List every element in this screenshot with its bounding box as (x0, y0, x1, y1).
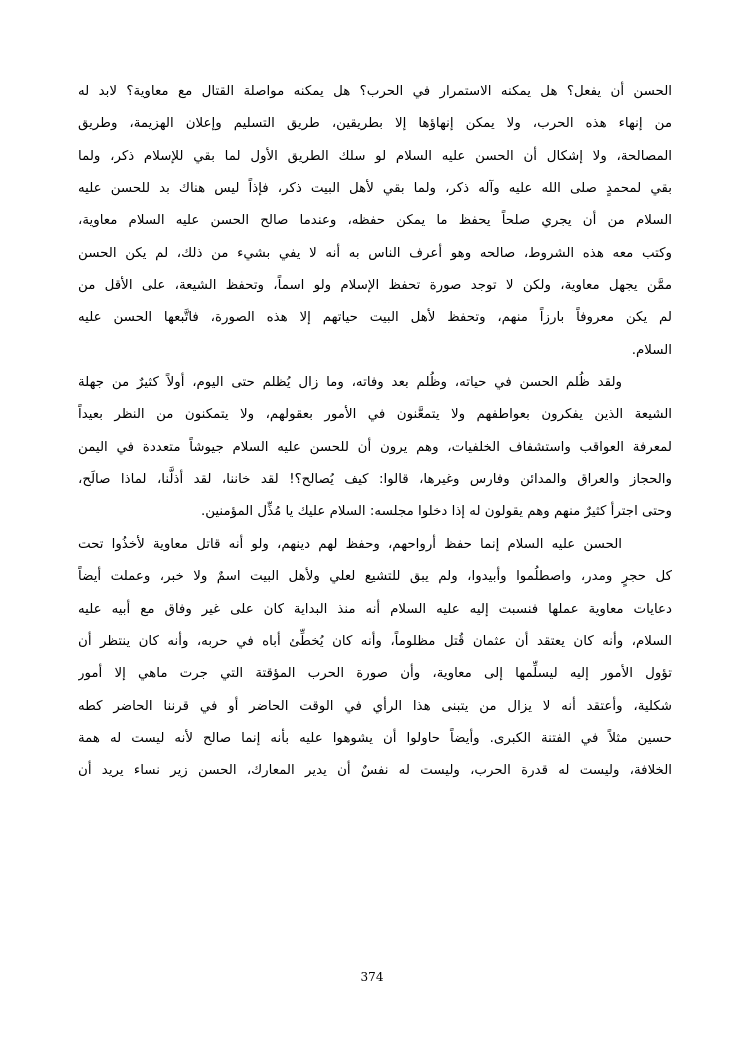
text-line: تؤول الأمور إليه ليسلِّمها إلى معاوية، وأن صورة الحرب المؤقتة التي جرت ماهي إلا أمور (78, 666, 672, 682)
text-line: الشيعة الذين يفكرون بعواطفهم ولا يتمعَّنون في الأمور بعقولهم، ولا يتمكنون من النظر بعيداً (78, 407, 672, 423)
text-line: والحجاز والعراق والمدائن وفارس وغيرها، قالوا: كيف يُصالح؟! لقد خاننا، لقد أذلَّنا، لماذا صالَح، (78, 472, 672, 488)
text-line: الحسن أن يفعل؟ هل يمكنه الاستمرار في الحرب؟ هل يمكنه مواصلة القتال مع معاوية؟ لابد له (78, 84, 672, 99)
text-line: كل حجرٍ ومدر، واصطلُموا وأبيدوا، ولم يبق للتشيع لعلي ولأهل البيت اسمٌ ولا خبر، وعملت أيضاً (78, 569, 672, 585)
text-line: من إنهاء هذه الحرب، ولا يمكن إنهاؤها إلا بطريقين، طريق التسليم وإعلان الهزيمة، وطريق (78, 116, 672, 132)
body-text (78, 76, 672, 788)
text-line: لم يكن معروفاً بارزاً منهم، وتحفظ لأهل البيت حياتهم إلا هذه الصورة، فاتَّبعها الحسن عليه (78, 310, 672, 326)
text-line: لمعرفة العواقب واستشفاف الخلفيات، وهم يرون أن للحسن عليه السلام جيوشاً متعددة في اليمن (78, 439, 672, 455)
text-line: شكلية، وأعتقد أنه لا يزال من يتبنى هذا الرأي في الوقت الحاضر أو في قرننا الحاضر كطه (78, 698, 672, 714)
text-line: السلام. (631, 342, 672, 358)
text-line: السلام، وأنه كان يعتقد أن عثمان قُتل مظلوماً، وأنه كان يُخطِّئ أباه في حربه، وأنه كان ينتظر أن (78, 633, 672, 649)
text-line: ممَّن يجهل معاوية، ولكن لا توجد صورة تحفظ الإسلام ولو اسماً، وتحفظ الشيعة، على الأقل من (78, 278, 672, 294)
text-line: المصالحة، ولا إشكال أن الحسن عليه السلام لو سلك الطريق الأول لما بقي للإسلام ذكر، ولما (78, 148, 672, 164)
paragraph (78, 367, 672, 529)
page-number: 374 (360, 970, 384, 984)
text-line: الحسن عليه السلام إنما حفظ أرواحهم، وحفظ لهم دينهم، ولو أنه قاتل معاوية لأخذُوا تحت (78, 536, 622, 552)
text-line: بقي لمحمدٍ صلى الله عليه وآله ذكر، ولما بقي لأهل البيت ذكر، فإذاً ليس هناك بد للحسن عليه (78, 181, 672, 197)
text-line: دعايات معاوية عملها فنسبت إليه عليه السلام أنه منذ البداية كان على غير وفاق مع أبيه عليه (78, 601, 672, 617)
text-line: ولقد ظُلم الحسن في حياته، وظُلم بعد وفاته، وما زال يُظلم حتى اليوم، أولاً كثيرٌ من جهلة (78, 375, 622, 391)
text-line: السلام من أن يجري صلحاً يحفظ ما يمكن حفظه، وعندما صالح الحسن عليه السلام معاوية، (78, 213, 672, 229)
text-line: وحتى اجترأ كثيرٌ منهم وهم يقولون له إذا دخلوا مجلسه: السلام عليك يا مُذِّل المؤمنين. (200, 504, 672, 520)
paragraph (78, 76, 672, 367)
text-line: الخلافة، وليست له قدرة الحرب، وليست له نفسٌ أن يدير المعارك، الحسن زير نساء يريد أن (78, 763, 672, 779)
text-line: وكتب معه هذه الشروط، صالحه وهو أعرف الناس به أنه لا يفي بشيء من ذلك، لم يكن الحسن (78, 245, 672, 261)
paragraph (78, 529, 672, 788)
text-line: حسين مثلاً في الفتنة الكبرى. وأيضاً حاولوا أن يشوهوا عليه بأنه إنما صالح لأنه ليست له همة (78, 730, 672, 746)
